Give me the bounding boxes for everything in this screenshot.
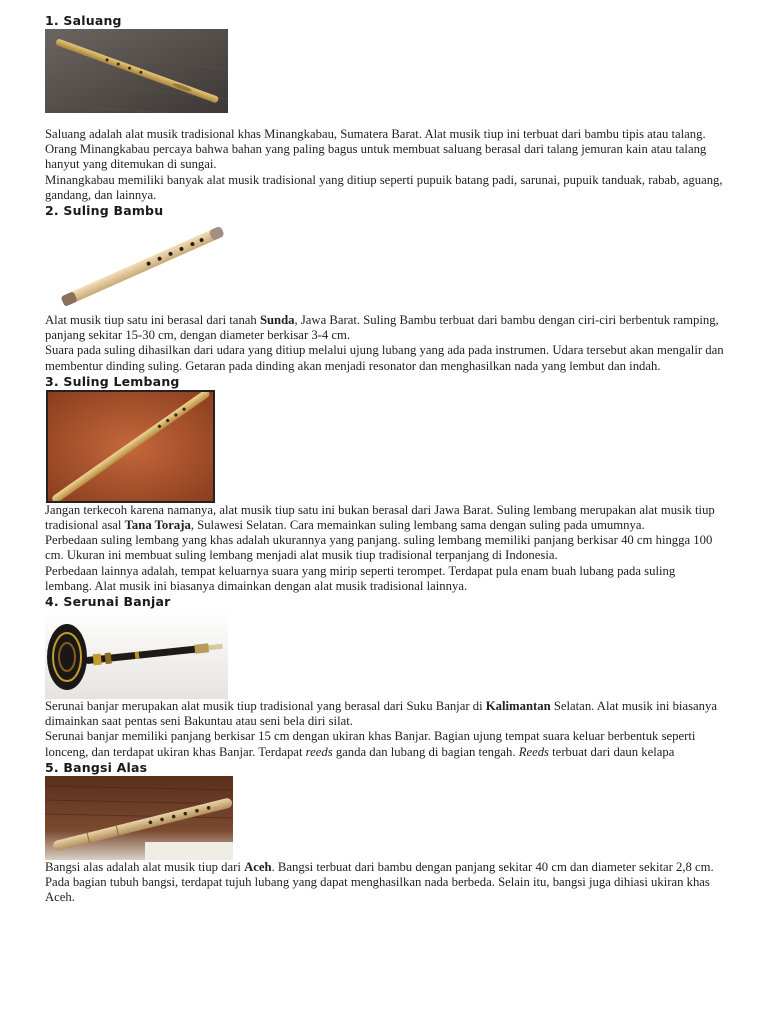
heading-suling-lembang: 3. Suling Lembang (45, 373, 180, 389)
bangsi-alas-photo (45, 776, 233, 860)
suling-bambu-photo (57, 219, 227, 313)
bangsi-p1-bold: Aceh (244, 859, 272, 874)
serunai-p2-reeds: reeds (305, 744, 333, 759)
suling-lembang-paragraph-3: Perbedaan lainnya adalah, tempat keluarnya suara yang mirip seperti terompet. Terdapat pula enam buah lubang pada suling lembang. Alat musik ini biasanya dimainkan dengan alat musik tradisional lainnya. (45, 563, 676, 593)
suling-lembang-paragraph-1 (45, 503, 725, 533)
saluang-paragraph-2: Minangkabau memiliki banyak alat musik tradisional yang ditiup seperti pupuik batang padi, sarunai, pupuik tanduak, rabab, aguang, gandang, dan lainnya. (45, 172, 723, 202)
serunai-banjar-paragraph-2 (45, 729, 725, 759)
suling-bambu-paragraph-2: Suara pada suling dihasilkan dari udara yang ditiup melalui ujung lubang yang ada pada instrumen. Udara tersebut akan mengalir dan membentur dinding suling. Getaran pada dinding akan menjadi resonator dan menghasilkan nada yang lembut dan indah. (45, 343, 724, 373)
suling-lembang-photo (46, 390, 215, 503)
serunai-p2-a: Serunai banjar memiliki panjang berkisar 15 cm dengan ukiran khas Banjar. Bagian ujung tempat suara keluar berbentuk seperti lonceng, dan terdapat ukiran khas Banjar. Terdapat (45, 729, 696, 759)
heading-suling-bambu: 2. Suling Bambu (45, 203, 164, 219)
serunai-p2-e: terbuat dari daun kelapa (548, 744, 675, 759)
document-page (45, 13, 725, 905)
suling-lembang-paragraph-2: Perbedaan suling lembang yang khas adalah ukurannya yang panjang. suling lembang memiliki panjang berkisar 40 cm hingga 100 cm. Ukuran ini membuat suling lembang menjadi alat musik tiup tradisional terpanjang di Indonesia. (45, 533, 713, 563)
serunai-p1-c: Selatan. Alat musik ini biasanya dimainkan saat pentas seni Bakuntau atau seni bela diri silat. (45, 699, 717, 729)
serunai-banjar-paragraph-1 (45, 699, 725, 729)
suling-lembang-p1-a: Jangan terkecoh karena namanya, alat musik tiup satu ini bukan berasal dari Jawa Barat. Suling lembang merupakan alat musik tiup tradisional asal (45, 502, 715, 533)
bangsi-alas-paragraph-1 (45, 860, 725, 906)
section-bangsi-alas (45, 760, 725, 906)
section-suling-lembang (45, 374, 725, 594)
serunai-p2-reeds-2: Reeds (518, 744, 549, 759)
suling-bambu-p1-bold: Sunda (259, 313, 295, 328)
serunai-banjar-photo (45, 610, 228, 699)
serunai-p2-c: ganda dan lubang di bagian tengah. (332, 744, 519, 759)
suling-bambu-p1-c: , Jawa Barat. Suling Bambu terbuat dari bambu dengan ciri-ciri berbentuk ramping, panjang sekitar 15-30 cm, dengan diameter berkisar 3-4 cm. (45, 313, 719, 343)
suling-lembang-p1-c: , Sulawesi Selatan. Cara memainkan suling lembang sama dengan suling pada umumnya. (190, 518, 645, 533)
section-serunai-banjar (45, 594, 725, 760)
suling-bambu-p1-a: Alat musik tiup satu ini berasal dari tanah (45, 313, 260, 328)
suling-lembang-p1-bold: Tana Toraja (124, 518, 191, 533)
bangsi-p1-a: Bangsi alas adalah alat musik tiup dari (45, 859, 245, 874)
saluang-photo (45, 29, 228, 113)
serunai-p1-a: Serunai banjar merupakan alat musik tiup tradisional yang berasal dari Suku Banjar di (45, 699, 486, 714)
suling-bambu-paragraph-1 (45, 313, 725, 343)
heading-bangsi-alas: 5. Bangsi Alas (45, 759, 148, 775)
section-saluang (45, 13, 725, 203)
saluang-paragraph-1: Saluang adalah alat musik tradisional khas Minangkabau, Sumatera Barat. Alat musik tiup ini terbuat dari bambu tipis atau talang. Orang Minangkabau percaya bahwa bahan yang paling bagus untuk membuat saluang berasal dari talang jemuran kain atau talang hanyut yang ditemukan di sungai. (45, 127, 707, 172)
bangsi-p1-c: . Bangsi terbuat dari bambu dengan panjang sekitar 40 cm dan diameter sekitar 2,8 cm. Pada bagian tubuh bangsi, terdapat tujuh lubang yang dapat menghasilkan nada berbeda. Selain itu, bangsi juga dihiasi ukiran khas Aceh. (45, 859, 714, 905)
heading-serunai-banjar: 4. Serunai Banjar (45, 594, 171, 610)
heading-saluang: 1. Saluang (45, 13, 122, 28)
serunai-p1-bold: Kalimantan (485, 699, 551, 714)
section-suling-bambu (45, 203, 725, 374)
